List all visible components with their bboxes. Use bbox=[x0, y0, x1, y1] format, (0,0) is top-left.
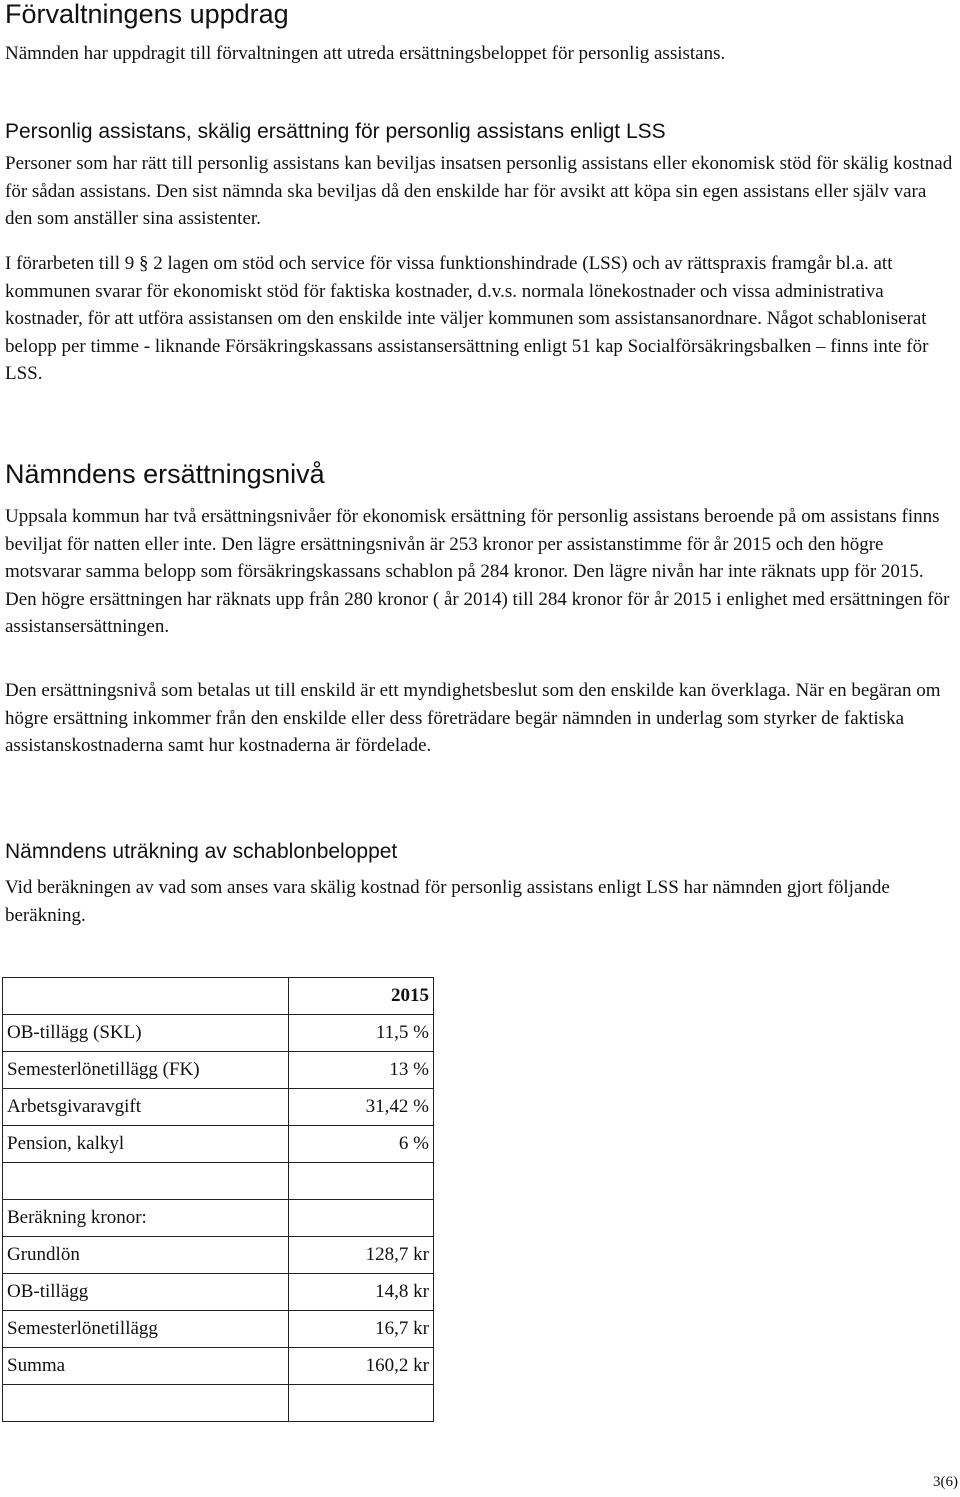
table-row-label: OB-tillägg (SKL) bbox=[3, 1015, 289, 1052]
section2-paragraph-2: Den ersättningsnivå som betalas ut till enskild är ett myndighetsbeslut som den enskilde kan överklaga. När en begäran om högre ersättning inkommer från den enskilde eller dess företrädare begär nämnden in underlag som styrker de faktiska assistanskostnaderna samt hur kostnaderna är fördelade. bbox=[5, 680, 941, 756]
table-header-row bbox=[3, 978, 434, 1015]
table-row-value: 160,2 kr bbox=[289, 1348, 434, 1385]
table-row-label: Beräkning kronor: bbox=[3, 1200, 289, 1237]
table-header-empty-cell bbox=[3, 978, 289, 1015]
table-row-value: 128,7 kr bbox=[289, 1237, 434, 1274]
table-row-label: Summa bbox=[3, 1348, 289, 1385]
table-row-value bbox=[289, 1200, 434, 1237]
table-row-value bbox=[289, 1163, 434, 1200]
table-row bbox=[3, 1200, 434, 1237]
table-row-value: 14,8 kr bbox=[289, 1274, 434, 1311]
section3-paragraph-1: Vid beräkningen av vad som anses vara skälig kostnad för personlig assistans enligt LSS har nämnden gjort följande beräkning. bbox=[5, 877, 890, 926]
table-row-label: Grundlön bbox=[3, 1237, 289, 1274]
table-row-value: 11,5 % bbox=[289, 1015, 434, 1052]
table-row-label: Semesterlönetillägg bbox=[3, 1311, 289, 1348]
table-row bbox=[3, 1385, 434, 1422]
table-row-value: 6 % bbox=[289, 1126, 434, 1163]
table-row bbox=[3, 1126, 434, 1163]
table-row bbox=[3, 1348, 434, 1385]
calculation-table bbox=[2, 977, 434, 1422]
intro-paragraph: Nämnden har uppdragit till förvaltningen att utreda ersättningsbeloppet för personlig assistans. bbox=[5, 43, 726, 64]
table-row-label: Arbetsgivaravgift bbox=[3, 1089, 289, 1126]
table-row-label: Pension, kalkyl bbox=[3, 1126, 289, 1163]
section1-paragraph-1: Personer som har rätt till personlig assistans kan beviljas insatsen personlig assistans eller ekonomisk stöd för skälig kostnad för sådan assistans. Den sist nämnda ska beviljas då den enskilde har för avsikt att köpa sin egen assistans eller själv vara den som anställer sina assistenter. bbox=[5, 153, 953, 229]
table-row-value: 31,42 % bbox=[289, 1089, 434, 1126]
table-row bbox=[3, 1274, 434, 1311]
table-row-label bbox=[3, 1385, 289, 1422]
table-row bbox=[3, 1052, 434, 1089]
page-number: 3(6) bbox=[933, 1474, 958, 1490]
section-title-personlig-assistans: Personlig assistans, skälig ersättning för personlig assistans enligt LSS bbox=[5, 120, 666, 143]
table-row-label bbox=[3, 1163, 289, 1200]
table-row bbox=[3, 1089, 434, 1126]
table-row bbox=[3, 1237, 434, 1274]
table-row-label: OB-tillägg bbox=[3, 1274, 289, 1311]
section-title-utrakning: Nämndens uträkning av schablonbeloppet bbox=[5, 840, 398, 863]
page-heading: Förvaltningens uppdrag bbox=[5, 0, 289, 29]
table-row bbox=[3, 1015, 434, 1052]
table-row-label: Semesterlönetillägg (FK) bbox=[3, 1052, 289, 1089]
table-row bbox=[3, 1311, 434, 1348]
section1-paragraph-2: I förarbeten till 9 § 2 lagen om stöd och service för vissa funktionshindrade (LSS) och av rättspraxis framgår bl.a. att kommunen svarar för ekonomiskt stöd för faktiska kostnader, d.v.s. normala lönekostnader och vissa administrativa kostnader, för att utföra assistansen om den enskilde inte väljer kommunen som assistansanordnare. Något schabloniserat belopp per timme - liknande Försäkringskassans assistansersättning enligt 51 kap Socialförsäkringsbalken – finns inte för LSS. bbox=[5, 253, 929, 384]
table-row-value: 13 % bbox=[289, 1052, 434, 1089]
section-title-ersattningsniva: Nämndens ersättningsnivå bbox=[5, 459, 325, 489]
section2-paragraph-1: Uppsala kommun har två ersättningsnivåer för ekonomisk ersättning för personlig assistans beroende på om assistans finns beviljat för natten eller inte. Den lägre ersättningsnivån är 253 kronor per assistanstimme för år 2015 och den högre motsvarar samma belopp som försäkringskassans schablon på 284 kronor. Den lägre nivån har inte räknats upp för 2015. Den högre ersättningen har räknats upp från 280 kronor ( år 2014) till 284 kronor för år 2015 i enlighet med ersättningen för assistansersättningen. bbox=[5, 506, 950, 637]
table-row-value: 16,7 kr bbox=[289, 1311, 434, 1348]
table-year-header: 2015 bbox=[289, 978, 434, 1015]
table-row-value bbox=[289, 1385, 434, 1422]
table-row bbox=[3, 1163, 434, 1200]
